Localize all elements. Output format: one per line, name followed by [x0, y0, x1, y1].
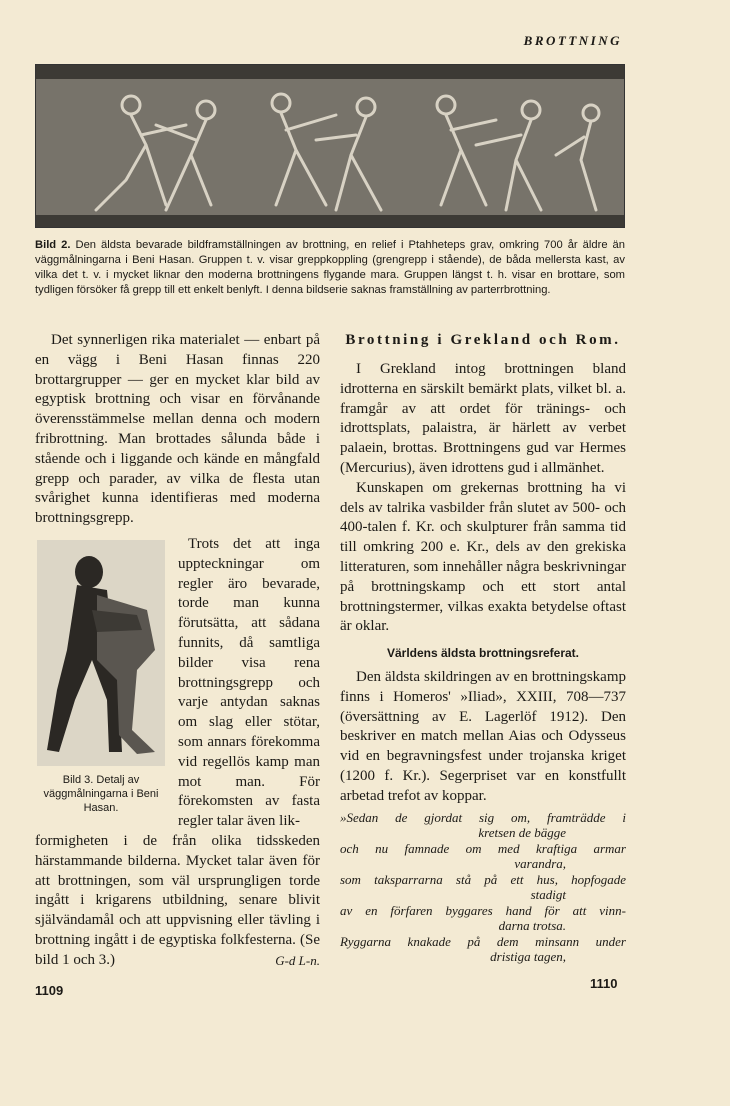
- poem-line-text: »Sedan de gjordat sig om, framträdde i: [340, 809, 626, 825]
- poem-line-text: som taksparrarna stå på ett hus, hopfogade: [340, 871, 626, 887]
- caption-label: Bild 2.: [35, 239, 71, 251]
- poem-line-continuation: kretsen de bägge: [478, 825, 566, 841]
- figure-3-caption: Bild 3. Detalj av väggmålningarna i Beni Hasan.: [43, 774, 159, 814]
- left-column: [35, 331, 320, 529]
- running-head: BROTTNING: [523, 33, 622, 48]
- page-number-left: 1109: [35, 983, 64, 998]
- author-signature: G-d L-n.: [275, 952, 320, 968]
- right-paragraph-2: Kunskapen om grekernas brottning ha vi dels av talrika vasbilder från slutet av 500- och 400-talen f. Kr. och skulpturer från samma tid till omkring 200 e. Kr., dels av den grekiska litteraturen, som innehåller några beskrivningar på brottningskamp och ett stort antal brottningstermer, vilkas exakta betydelse oftast är oklar.: [340, 479, 626, 635]
- poem-line: [340, 903, 626, 934]
- right-paragraph-3: Den äldsta skildringen av en brottningskamp finns i Homeros' »Iliad», XXIII, 708—737 (översättning av E. Lagerlöf 1912). Den beskriver en match mellan Aias och Odysseus vid en begravningsfest under trojanska kriget (1200 f. Kr.). Segerpriset var en konstfullt arbetad trefot av koppar.: [340, 668, 626, 804]
- caption-text: Den äldsta bevarade bildframställningen av brottning, en relief i Ptahheteps grav, omkring 700 år äldre än väggmålningarna i Beni Hasan. Gruppen t. v. visar greppkoppling (grengrepp i stående), de båda mellersta kast, av vilka det t. v. i mycket liknar den moderna brottningens flygande mara. Gruppen längst t. h. visar en brottare, som tydligen försöker få grepp till ett enkelt benlyft. I denna bildserie saknas framställning av parterrbrottning.: [35, 239, 625, 296]
- poem-line-continuation: dristiga tagen,: [490, 949, 566, 965]
- poem-line: [340, 872, 626, 903]
- right-column: [340, 331, 626, 965]
- wrestlers-illustration: [37, 540, 165, 766]
- left-paragraph-2: Trots det att inga uppteckningar om regler äro bevarade, torde man kunna förutsätta, att sådana funnits, då samtliga bilder visa rena brottningsgrepp och varje antydan saknas om slag eller stötar, som annars förekomma vid regellös kamp man mot man. För förekomsten av fasta regler talar även lik-: [178, 536, 320, 830]
- relief-illustration: [36, 65, 624, 227]
- poem-line: [340, 841, 626, 872]
- left-paragraph-2-continued: formigheten i de från olika tidsskeden härstammande bilderna. Mycket talar även för att brottningen, som väl ursprungligen torde ingått i krigarens utbildning, senare blivit självändamål och att uppvisning eller tävling i brottning ingått i de egyptiska folkfesterna. (Se bild 1 och 3.): [35, 833, 320, 968]
- figure-3-image: [37, 540, 165, 766]
- poem-line-continuation: stadigt: [530, 887, 566, 903]
- figure-2-caption: [35, 238, 625, 298]
- subheading: Världens äldsta brottningsreferat.: [386, 646, 580, 661]
- poem-line: [340, 810, 626, 841]
- poem-line-continuation: varandra,: [514, 856, 566, 872]
- poem-line-text: Ryggarna knakade på dem minsann under: [340, 933, 626, 949]
- poem-line-text: och nu famnade om med kraftiga armar: [340, 840, 626, 856]
- section-heading: Brottning i Grekland och Rom.: [345, 332, 621, 348]
- right-paragraph-1: I Grekland intog brottningen bland idrotterna en särskilt bemärkt plats, vilket bl. a. framgår av att ordet för tränings- och idrottsplats, palaistra, är härlett av verbet palaein, brottas. Brottningens gud var Hermes (Mercurius), även idrottens gud i allmänhet.: [340, 361, 626, 476]
- poem-line: [340, 934, 626, 965]
- poem-quote: [340, 810, 626, 965]
- left-wrap-text: [178, 535, 320, 832]
- poem-line-continuation: darna trotsa.: [498, 918, 566, 934]
- left-bottom-text: [35, 832, 320, 971]
- relief-image-ptahhetep: [35, 64, 625, 228]
- poem-line-text: av en förfaren byggares hand för att vinn-: [340, 902, 626, 918]
- left-paragraph-1: Det synnerligen rika materialet — enbart på en vägg i Beni Hasan finnas 220 brottargrupper — ger en mycket klar bild av egyptisk brottning och visar en förvånande överensstämmelse mellan denna och modern fribrottning. Man brottades sålunda både i stående och i liggande och kände en mångfald grepp och parader, av vilka de flesta utan svårighet kunna identifieras med moderna brottningsgrepp.: [35, 332, 320, 527]
- page-number-right: 1110: [590, 976, 618, 991]
